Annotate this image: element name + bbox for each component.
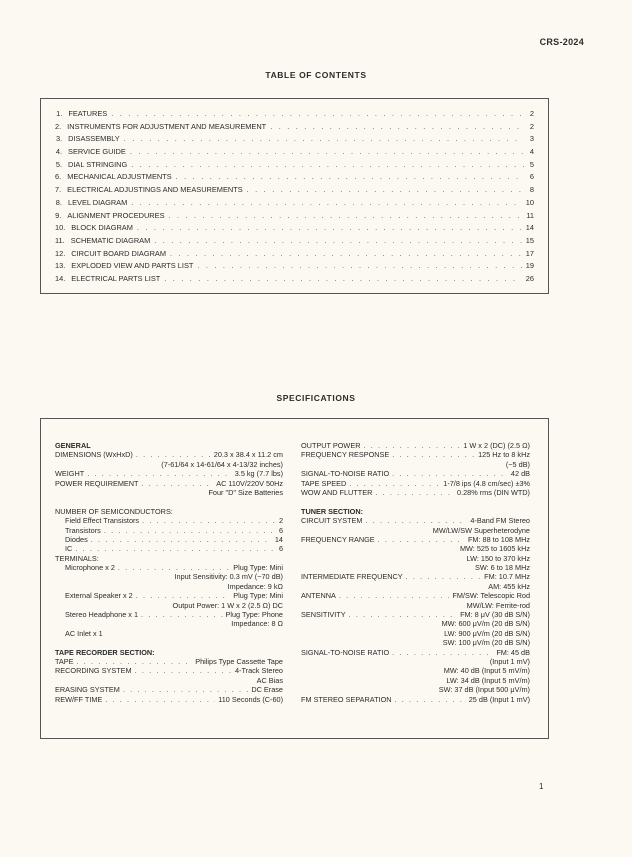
toc-entry (55, 172, 534, 185)
toc-entry-title: ELECTRICAL PARTS LIST (71, 273, 161, 283)
spec-value: 110 Seconds (C-60) (218, 694, 283, 704)
spec-value: (−5 dB) (505, 459, 530, 469)
toc-leader-dots (137, 223, 522, 232)
spec-row-sens-sw (301, 638, 530, 647)
spec-row-ext-power (55, 601, 283, 610)
toc-entry-number: 11. (55, 235, 65, 245)
spec-row-antenna-mw (301, 601, 530, 610)
spec-row-erasing-system (55, 685, 283, 694)
spec-value: LW: 150 to 370 kHz (466, 553, 530, 563)
spec-value: Philips Type Cassette Tape (195, 656, 283, 666)
toc-entry-title: MECHANICAL ADJUSTMENTS (67, 172, 172, 182)
spec-row-tape-snr (301, 469, 530, 478)
toc-entry-number: 5. (55, 159, 62, 169)
spec-row-dimensions (55, 450, 283, 459)
toc-entry-number: 2. (55, 121, 62, 131)
spec-value: 4-Band FM Stereo (470, 516, 530, 526)
spec-value: MW: 600 μV/m (20 dB S/N) (441, 619, 530, 629)
toc-entry (55, 134, 534, 147)
spec-row-frequency-response (301, 450, 530, 459)
spec-label: AC Inlet x 1 (65, 628, 103, 638)
spec-value: 1 W x 2 (DC) (2.5 Ω) (463, 441, 530, 450)
spec-label: CIRCUIT SYSTEM (301, 516, 363, 526)
spec-label: POWER REQUIREMENT (55, 478, 139, 488)
spec-row-sens-mw (301, 619, 530, 628)
spec-label: SIGNAL-TO-NOISE RATIO (301, 469, 390, 479)
spec-value: Plug Type: Mini (233, 563, 283, 573)
spec-row-external-speaker (55, 591, 283, 600)
spec-row-wow-flutter (301, 488, 530, 497)
toc-entry-title: DIAL STRINGING (68, 159, 128, 169)
toc-leader-dots (169, 211, 523, 220)
spec-row-mic-sensitivity (55, 572, 283, 581)
spec-value: FM: 45 dB (496, 647, 530, 657)
spec-row-tuner-snr (301, 648, 530, 657)
spec-value: SW: 6 to 18 MHz (474, 563, 530, 573)
spec-value: 6 (278, 544, 283, 554)
spec-label: Field Effect Transistors (65, 516, 140, 526)
spec-row-antenna (301, 591, 530, 600)
toc-entry (55, 249, 534, 262)
toc-entry-page: 19 (525, 261, 534, 271)
spec-row-mic-impedance (55, 582, 283, 591)
spec-row-range-sw (301, 563, 530, 572)
toc-leader-dots (164, 274, 521, 283)
spec-value: MW/LW: Ferrite-rod (466, 600, 530, 610)
spec-row-snr-mw (301, 666, 530, 675)
spec-label: SENSITIVITY (301, 610, 346, 620)
toc-entry-number: 12. (55, 248, 66, 258)
toc-leader-dots (170, 249, 522, 258)
spec-row-headphone (55, 610, 283, 619)
spec-row-tape-speed (301, 479, 530, 488)
spec-label: TERMINALS: (55, 553, 99, 563)
spec-label: WOW AND FLUTTER (301, 487, 373, 497)
spec-value: SW: 100 μV/m (20 dB S/N) (442, 638, 530, 648)
toc-entry-page: 26 (525, 273, 534, 283)
specs-left-column (55, 441, 283, 704)
specifications-heading: SPECIFICATIONS (276, 393, 356, 403)
toc-entry-title: EXPLODED VIEW AND PARTS LIST (71, 261, 194, 271)
spec-label: TAPE SPEED (301, 478, 347, 488)
toc-entry-number: 10. (55, 223, 66, 233)
spec-label: TAPE (55, 656, 74, 666)
spec-value: LW: 900 μV/m (20 dB S/N) (444, 628, 530, 638)
spec-label: External Speaker x 2 (65, 591, 133, 601)
spec-value: Plug Type: Mini (233, 591, 283, 601)
toc-entry-number: 1. (56, 109, 63, 118)
toc-entry-title: ALIGNMENT PROCEDURES (67, 210, 165, 220)
spec-value: MW/LW/SW Superheterodyne (432, 525, 530, 535)
spec-value: 25 dB (Input 1 mV) (468, 694, 530, 704)
toc-entry-page: 17 (525, 248, 534, 258)
toc-entry-title: ELECTRICAL ADJUSTINGS AND MEASUREMENTS (67, 185, 243, 195)
spec-value: 42 dB (510, 469, 530, 479)
toc-entry (55, 211, 534, 224)
spec-row-microphone (55, 563, 283, 572)
spec-value: Impedance: 9 kΩ (227, 581, 283, 591)
toc-leader-dots (197, 261, 521, 270)
spec-row-output-power (301, 441, 530, 450)
spec-label: RECORDING SYSTEM (55, 666, 132, 676)
toc-entry-page: 14 (525, 223, 534, 233)
toc-entry (55, 274, 534, 287)
spec-value: 0.28% rms (DIN WTD) (457, 487, 530, 497)
spec-label: NUMBER OF SEMICONDUCTORS: (55, 506, 173, 516)
spec-row-rew-ff (55, 695, 283, 704)
spec-value: AM: 455 kHz (488, 581, 530, 591)
toc-entry-title: CIRCUIT BOARD DIAGRAM (71, 248, 166, 258)
toc-entry (55, 223, 534, 236)
spec-value: Four "D" Size Batteries (208, 487, 283, 497)
toc-entry (55, 109, 534, 122)
toc-entry-page: 4 (529, 147, 534, 157)
spec-row-range-lw (301, 554, 530, 563)
spec-row-snr-lw (301, 676, 530, 685)
spec-value: 4-Track Stereo (235, 666, 283, 676)
spec-value: Impedance: 8 Ω (231, 619, 283, 629)
spec-value: (Input 1 mV) (489, 656, 530, 666)
toc-entry-page: 5 (529, 159, 534, 169)
spec-label: DIMENSIONS (WxHxD) (55, 450, 133, 460)
toc-entry (55, 261, 534, 274)
spec-row-dimensions-inches (55, 460, 283, 469)
spec-value: 20.3 x 38.4 x 11.2 cm (213, 450, 283, 460)
spec-label: OUTPUT POWER (301, 441, 361, 450)
toc-leader-dots (270, 122, 526, 131)
spec-label: Microphone x 2 (65, 563, 115, 573)
toc-leader-dots (124, 134, 524, 143)
toc-entry-title: DISASSEMBLY (68, 134, 120, 144)
spec-row-tape (55, 657, 283, 666)
spec-row-rec-bias (55, 676, 283, 685)
toc-entry-page: 15 (525, 235, 534, 245)
spec-label: INTERMEDIATE FREQUENCY (301, 572, 403, 582)
spec-value: 2 (278, 516, 283, 526)
toc-entry-page: 11 (526, 210, 534, 220)
spec-label: Stereo Headphone x 1 (65, 610, 139, 620)
toc-leader-dots (131, 198, 522, 207)
toc-list (55, 109, 534, 287)
spec-value: SW: 37 dB (Input 500 μV/m) (438, 685, 530, 695)
spec-label: FM STEREO SEPARATION (301, 694, 392, 704)
spec-row-recording-system (55, 666, 283, 675)
spec-value: LW: 34 dB (Input 5 mV/m) (446, 675, 530, 685)
spec-row-if-am (301, 582, 530, 591)
model-number: CRS-2024 (539, 37, 584, 47)
spec-row-power-batteries (55, 488, 283, 497)
spec-row-snr-fm-input (301, 657, 530, 666)
spec-label: WEIGHT (55, 469, 85, 479)
spec-row-frequency-range (301, 535, 530, 544)
spec-row-weight (55, 469, 283, 478)
section-heading-tape: TAPE RECORDER SECTION: (55, 647, 155, 657)
toc-entry-title: FEATURES (68, 109, 108, 118)
spec-label: ERASING SYSTEM (55, 685, 120, 695)
toc-entry-page: 3 (529, 134, 534, 144)
toc-entry (55, 147, 534, 160)
spec-row-sensitivity (301, 610, 530, 619)
toc-leader-dots (247, 185, 526, 194)
spec-value: AC Bias (256, 675, 283, 685)
spec-value: 6 (278, 525, 283, 535)
specs-right-column (301, 441, 530, 704)
toc-entry (55, 185, 534, 198)
toc-entry-title: SERVICE GUIDE (68, 147, 126, 157)
spec-value: AC 110V/220V 50Hz (216, 478, 283, 488)
toc-entry-number: 14. (55, 273, 66, 283)
toc-entry-page: 6 (529, 172, 534, 182)
spec-row-snr-sw (301, 685, 530, 694)
section-heading-semiconductors (55, 507, 283, 516)
toc-entry-title: BLOCK DIAGRAM (71, 223, 133, 233)
page-number: 1 (539, 782, 544, 791)
spec-row-sens-lw (301, 629, 530, 638)
toc-entry (55, 198, 534, 211)
spec-row-circuit-system (301, 516, 530, 525)
spec-label: FREQUENCY RANGE (301, 534, 375, 544)
spec-value: FM: 88 to 108 MHz (467, 534, 530, 544)
spec-row-fet (55, 516, 283, 525)
spec-value: FM/SW: Telescopic Rod (452, 591, 530, 601)
toc-entry-title: SCHEMATIC DIAGRAM (70, 235, 151, 245)
spec-label: Transistors (65, 525, 101, 535)
spec-value: MW: 525 to 1605 kHz (459, 544, 530, 554)
toc-entry-number: 4. (55, 147, 63, 157)
spec-value: DC Erase (251, 685, 283, 695)
toc-entry-page: 8 (529, 185, 534, 195)
spec-label: SIGNAL-TO-NOISE RATIO (301, 647, 390, 657)
spec-value: MW: 40 dB (Input 5 mV/m) (443, 666, 530, 676)
toc-leader-dots (176, 172, 525, 181)
spec-value: 3.5 kg (7.7 lbs) (234, 469, 283, 479)
toc-heading: TABLE OF CONTENTS (265, 70, 367, 80)
spec-row-ac-inlet (55, 629, 283, 638)
spec-value: Output Power: 1 W x 2 (2.5 Ω) DC (172, 600, 283, 610)
toc-entry-page: 10 (525, 197, 534, 207)
spec-value: 1-7/8 ips (4.8 cm/sec) ±3% (443, 478, 530, 488)
section-heading-tuner: TUNER SECTION: (301, 506, 364, 516)
spec-label: ANTENNA (301, 591, 336, 601)
toc-entry-number: 8. (55, 197, 62, 207)
spec-value: 14 (274, 534, 283, 544)
spec-row-hp-impedance (55, 619, 283, 628)
section-heading-terminals (55, 554, 283, 563)
toc-entry-number: 7. (55, 185, 62, 195)
toc-leader-dots (130, 147, 524, 156)
spec-row-diodes (55, 535, 283, 544)
spec-label: IC (65, 544, 73, 554)
toc-leader-dots (111, 109, 523, 118)
toc-entry (55, 122, 534, 135)
specifications-box (40, 418, 549, 739)
spec-row-power-requirement (55, 479, 283, 488)
spec-row-stereo-separation (301, 695, 530, 704)
toc-entry-number: 9. (55, 210, 62, 220)
spec-label: FREQUENCY RESPONSE (301, 450, 390, 460)
spec-row-ic (55, 544, 283, 553)
spec-label: Diodes (65, 534, 88, 544)
spec-value: Input Sensitivity: 0.3 mV (−70 dB) (174, 572, 283, 582)
spec-value: FM: 10.7 MHz (484, 572, 530, 582)
spec-value: Plug Type: Phone (225, 610, 283, 620)
spec-row-intermediate-frequency (301, 572, 530, 581)
section-heading-general: GENERAL (55, 441, 91, 450)
spec-row-range-mw (301, 544, 530, 553)
spec-value: (7-61/64 x 14-61/64 x 4-13/32 inches) (161, 459, 283, 469)
toc-entry-title: LEVEL DIAGRAM (67, 197, 128, 207)
spec-row-transistors (55, 526, 283, 535)
toc-leader-dots (131, 160, 524, 169)
toc-box (40, 98, 549, 294)
toc-entry-page: 2 (529, 121, 534, 131)
spec-value: FM: 8 μV (30 dB S/N) (460, 610, 530, 620)
toc-entry-number: 13. (55, 261, 66, 271)
toc-entry-number: 6. (55, 172, 62, 182)
toc-entry (55, 160, 534, 173)
spec-label: REW/FF TIME (55, 694, 103, 704)
toc-entry-page: 2 (529, 109, 534, 118)
spec-value: 125 Hz to 8 kHz (478, 450, 530, 460)
toc-entry (55, 236, 534, 249)
spec-row-freq-tolerance (301, 460, 530, 469)
toc-entry-title: INSTRUMENTS FOR ADJUSTMENT AND MEASUREMENT (67, 121, 267, 131)
toc-leader-dots (154, 236, 522, 245)
spec-row-circuit-system-2 (301, 526, 530, 535)
toc-entry-number: 3. (55, 134, 63, 144)
